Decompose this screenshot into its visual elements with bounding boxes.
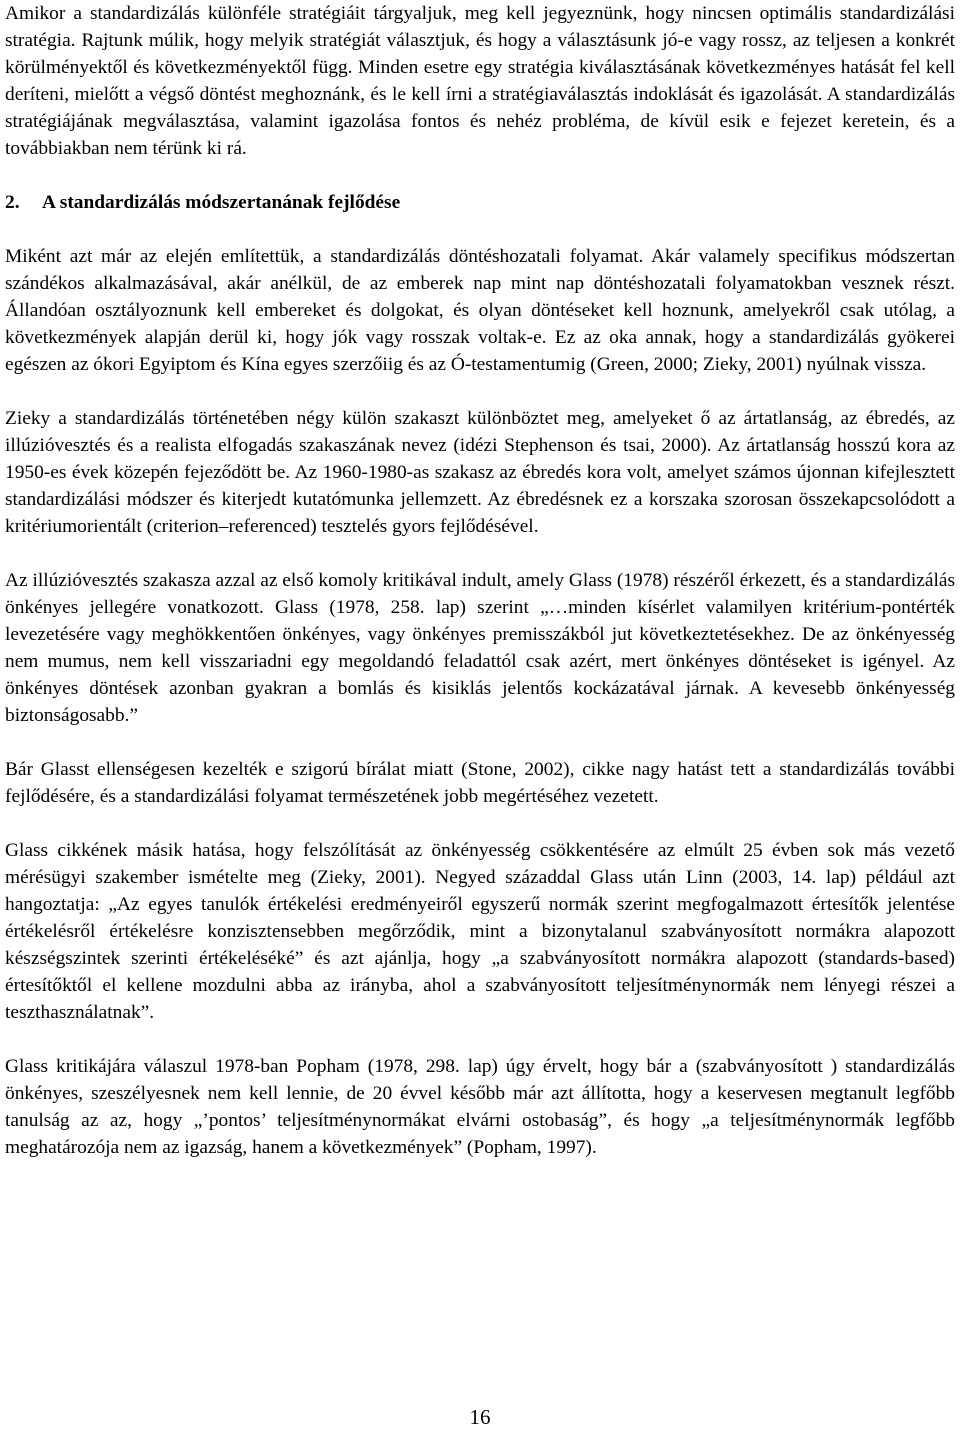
paragraph-glass-critique: Az illúzióvesztés szakasza azzal az első komoly kritikával indult, amely Glass (1978) részéről érkezett, és a standardizálás önkényes jellegére vonatkozott. Glass (1978, 258. lap) szerint „…minden kísérlet valamilyen kritérium-pontérték levezetésére vagy meghökkentően önkényes, vagy önkényes premisszákból jut következtetésekhez. De az önkényesség nem mumus, nem kell visszariadni egy megoldandó feladattól csak azért, mert önkényes döntéseket is igényel. Az önkényes döntések azonban gyakran a bomlás és kisiklás jelentős kockázatával járnak. A kevesebb önkényesség biztonságosabb.” — [5, 570, 955, 726]
paragraph-glass-impact: Bár Glasst ellenségesen kezelték e szigorú bírálat miatt (Stone, 2002), cikke nagy hatást tett a standardizálás további fejlődésére, és a standardizálási folyamat természetének jobb megértéséhez vezetett. — [5, 759, 955, 807]
paragraph-linn-quote: Glass cikkének másik hatása, hogy felszólítását az önkényesség csökkentésére az elmúlt 25 évben sok más vezető mérésügyi szakember ismételte meg (Zieky, 2001). Negyed századdal Glass után Linn (2003, 14. lap) például azt hangoztatja: „Az egyes tanulók értékelési eredményeiről egyszerű normák szerint megfogalmazott értesítők jelentése értékelésről értékelésre konzisztensebben megőrződik, mint a bizonytalanul szabványosított normákra alapozott készségszintek szerinti értékeléséké” és azt ajánlja, hogy „a szabványosított normákra alapozott (standards-based) értesítőktől el kellene mozdulni abba az irányba, ahol a szabványosított teljesítménynormák nem lényegi részei a teszthasználatnak”. — [5, 840, 955, 1023]
section-heading — [5, 189, 955, 216]
section-title: A standardizálás módszertanának fejlődése — [42, 192, 401, 213]
paragraph-gap — [5, 1026, 955, 1053]
document-page — [5, 0, 955, 1161]
section-number: 2. — [5, 192, 20, 213]
paragraph-standardization-strategy: Amikor a standardizálás különféle stratégiáit tárgyaljuk, meg kell jegyeznünk, hogy nincsen optimális standardizálási stratégia. Rajtunk múlik, hogy melyik stratégiát választjuk, és hogy a választásunk jó-e vagy rossz, az teljesen a konkrét körülményektől és következményektől függ. Minden esetre egy stratégia kiválasztásának következményes hatását fel kell deríteni, mielőtt a végső döntést meghoznánk, és le kell írni a stratégiaválasztás indoklását és igazolását. A standardizálás stratégiájának megválasztása, valamint igazolása fontos és nehéz probléma, de kívül esik e fejezet keretein, és a továbbiakban nem térünk ki rá. — [5, 3, 955, 159]
paragraph-gap — [5, 162, 955, 189]
paragraph-gap — [5, 729, 955, 756]
page-number: 16 — [469, 1405, 491, 1429]
paragraph-gap — [5, 540, 955, 567]
paragraph-zieky-stages: Zieky a standardizálás történetében négy külön szakaszt különböztet meg, amelyeket ő az ártatlanság, az ébredés, az illúzióvesztés és a realista elfogadás szakaszának nevez (idézi Stephenson és tsai, 2000). Az ártatlanság hosszú kora az 1950-es évek közepén fejeződött be. Az 1960-1980-as szakasz az ébredés kora volt, amelyet számos újonnan kifejlesztett standardizálási módszer és kiterjedt kutatómunka jellemzett. Az ébredésnek ez a korszaka szorosan összekapcsolódott a kritériumorientált (criterion–referenced) tesztelés gyors fejlődésével. — [5, 408, 955, 537]
paragraph-popham-response: Glass kritikájára válaszul 1978-ban Popham (1978, 298. lap) úgy érvelt, hogy bár a (szabványosított ) standardizálás önkényes, szeszélyesnek nem kell lennie, de 20 évvel később már azt állította, hogy a keservesen megtanult legfőbb tanulság az az, hogy „’pontos’ teljesítménynormákat elvárni ostobaság”, és hogy „a teljesítménynormák legfőbb meghatározója nem az igazság, hanem a következmények” (Popham, 1997). — [5, 1056, 955, 1158]
paragraph-decision-process: Miként azt már az elején említettük, a standardizálás döntéshozatali folyamat. Akár valamely specifikus módszertan szándékos alkalmazásával, akár anélkül, de az emberek nap mint nap döntéshozatali folyamatokban vesznek részt. Állandóan osztályoznunk kell embereket és dolgokat, és olyan döntéseket kell hoznunk, amelyekről csak utólag, a következmények alapján derül ki, hogy jók vagy rosszak voltak-e. Ez az oka annak, hogy a standardizálás gyökerei egészen az ókori Egyiptom és Kína egyes szerzőiig és az Ó-testamentumig (Green, 2000; Zieky, 2001) nyúlnak vissza. — [5, 246, 955, 375]
paragraph-gap — [5, 810, 955, 837]
paragraph-gap — [5, 216, 955, 243]
paragraph-gap — [5, 378, 955, 405]
